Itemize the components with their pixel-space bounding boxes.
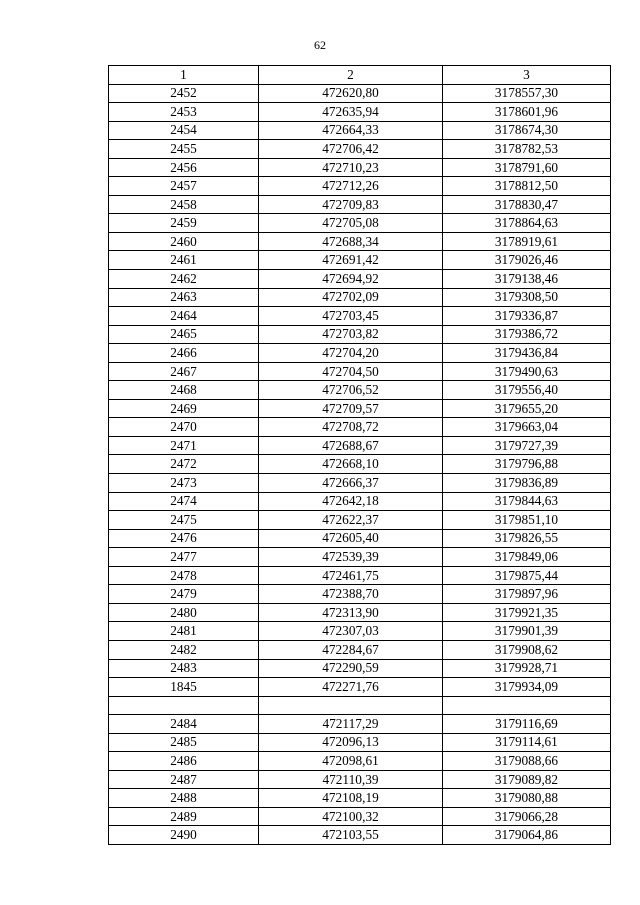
point-number-cell: 2465 [109, 325, 259, 344]
x-coordinate-cell: 472710,23 [259, 158, 443, 177]
point-number-cell: 2457 [109, 177, 259, 196]
table-row [109, 529, 611, 548]
y-coordinate-cell: 3178919,61 [443, 232, 611, 251]
table-row [109, 251, 611, 270]
point-number-cell [109, 696, 259, 715]
y-coordinate-cell: 3179308,50 [443, 288, 611, 307]
table-row [109, 195, 611, 214]
x-coordinate-cell: 472622,37 [259, 511, 443, 530]
y-coordinate-cell: 3179901,39 [443, 622, 611, 641]
table-row [109, 103, 611, 122]
point-number-cell: 1845 [109, 678, 259, 697]
x-coordinate-cell: 472712,26 [259, 177, 443, 196]
table-row [109, 177, 611, 196]
point-number-cell: 2454 [109, 121, 259, 140]
point-number-cell: 2474 [109, 492, 259, 511]
x-coordinate-cell: 472664,33 [259, 121, 443, 140]
table-row [109, 436, 611, 455]
y-coordinate-cell: 3179080,88 [443, 789, 611, 808]
x-coordinate-cell: 472388,70 [259, 585, 443, 604]
x-coordinate-cell: 472100,32 [259, 807, 443, 826]
x-coordinate-cell: 472313,90 [259, 603, 443, 622]
point-number-cell: 2460 [109, 232, 259, 251]
y-coordinate-cell: 3179836,89 [443, 474, 611, 493]
x-coordinate-cell: 472688,67 [259, 436, 443, 455]
table-row [109, 696, 611, 715]
point-number-cell: 2489 [109, 807, 259, 826]
point-number-cell: 2468 [109, 381, 259, 400]
point-number-cell: 2481 [109, 622, 259, 641]
table-row [109, 548, 611, 567]
x-coordinate-cell: 472103,55 [259, 826, 443, 845]
table-row [109, 455, 611, 474]
x-coordinate-cell: 472709,83 [259, 195, 443, 214]
point-number-cell: 2458 [109, 195, 259, 214]
x-coordinate-cell: 472704,50 [259, 362, 443, 381]
y-coordinate-cell: 3179851,10 [443, 511, 611, 530]
table-row [109, 474, 611, 493]
point-number-cell: 2464 [109, 307, 259, 326]
x-coordinate-cell: 472694,92 [259, 270, 443, 289]
y-coordinate-cell: 3179897,96 [443, 585, 611, 604]
x-coordinate-cell: 472461,75 [259, 566, 443, 585]
table-row [109, 622, 611, 641]
x-coordinate-cell: 472539,39 [259, 548, 443, 567]
point-number-cell: 2452 [109, 84, 259, 103]
y-coordinate-cell: 3179116,69 [443, 715, 611, 734]
point-number-cell: 2472 [109, 455, 259, 474]
column-header-1: 1 [109, 66, 259, 85]
table-row [109, 232, 611, 251]
point-number-cell: 2466 [109, 344, 259, 363]
y-coordinate-cell: 3179336,87 [443, 307, 611, 326]
table-row [109, 325, 611, 344]
x-coordinate-cell: 472642,18 [259, 492, 443, 511]
point-number-cell: 2485 [109, 733, 259, 752]
table-row [109, 418, 611, 437]
table-row [109, 158, 611, 177]
x-coordinate-cell: 472704,20 [259, 344, 443, 363]
y-coordinate-cell: 3179064,86 [443, 826, 611, 845]
x-coordinate-cell: 472605,40 [259, 529, 443, 548]
y-coordinate-cell: 3179844,63 [443, 492, 611, 511]
page-number: 62 [314, 38, 326, 52]
table-row [109, 659, 611, 678]
x-coordinate-cell: 472703,45 [259, 307, 443, 326]
point-number-cell: 2455 [109, 140, 259, 159]
x-coordinate-cell: 472691,42 [259, 251, 443, 270]
table-row [109, 270, 611, 289]
point-number-cell: 2478 [109, 566, 259, 585]
table-row [109, 640, 611, 659]
y-coordinate-cell: 3179655,20 [443, 399, 611, 418]
x-coordinate-cell [259, 696, 443, 715]
y-coordinate-cell: 3178601,96 [443, 103, 611, 122]
y-coordinate-cell: 3179849,06 [443, 548, 611, 567]
y-coordinate-cell: 3179490,63 [443, 362, 611, 381]
table-row [109, 344, 611, 363]
x-coordinate-cell: 472117,29 [259, 715, 443, 734]
x-coordinate-cell: 472307,03 [259, 622, 443, 641]
point-number-cell: 2469 [109, 399, 259, 418]
table-row [109, 84, 611, 103]
table-row [109, 492, 611, 511]
x-coordinate-cell: 472708,72 [259, 418, 443, 437]
table-row [109, 121, 611, 140]
x-coordinate-cell: 472284,67 [259, 640, 443, 659]
y-coordinate-cell: 3179934,09 [443, 678, 611, 697]
table-row [109, 770, 611, 789]
y-coordinate-cell: 3179796,88 [443, 455, 611, 474]
x-coordinate-cell: 472290,59 [259, 659, 443, 678]
x-coordinate-cell: 472271,76 [259, 678, 443, 697]
point-number-cell: 2471 [109, 436, 259, 455]
column-header-3: 3 [443, 66, 611, 85]
table-row [109, 511, 611, 530]
x-coordinate-cell: 472706,52 [259, 381, 443, 400]
table-row [109, 715, 611, 734]
y-coordinate-cell: 3179556,40 [443, 381, 611, 400]
point-number-cell: 2482 [109, 640, 259, 659]
y-coordinate-cell: 3178830,47 [443, 195, 611, 214]
point-number-cell: 2476 [109, 529, 259, 548]
point-number-cell: 2477 [109, 548, 259, 567]
y-coordinate-cell: 3179908,62 [443, 640, 611, 659]
point-number-cell: 2490 [109, 826, 259, 845]
x-coordinate-cell: 472709,57 [259, 399, 443, 418]
x-coordinate-cell: 472635,94 [259, 103, 443, 122]
table-row [109, 307, 611, 326]
x-coordinate-cell: 472098,61 [259, 752, 443, 771]
point-number-cell: 2487 [109, 770, 259, 789]
point-number-cell: 2463 [109, 288, 259, 307]
y-coordinate-cell: 3179066,28 [443, 807, 611, 826]
y-coordinate-cell: 3178864,63 [443, 214, 611, 233]
column-header-2: 2 [259, 66, 443, 85]
y-coordinate-cell: 3179663,04 [443, 418, 611, 437]
table-row [109, 826, 611, 845]
x-coordinate-cell: 472668,10 [259, 455, 443, 474]
point-number-cell: 2453 [109, 103, 259, 122]
table-row [109, 381, 611, 400]
table-row [109, 140, 611, 159]
x-coordinate-cell: 472110,39 [259, 770, 443, 789]
y-coordinate-cell: 3179088,66 [443, 752, 611, 771]
y-coordinate-cell: 3179089,82 [443, 770, 611, 789]
table-row [109, 603, 611, 622]
y-coordinate-cell: 3179386,72 [443, 325, 611, 344]
table-row [109, 789, 611, 808]
point-number-cell: 2479 [109, 585, 259, 604]
y-coordinate-cell: 3179114,61 [443, 733, 611, 752]
x-coordinate-cell: 472620,80 [259, 84, 443, 103]
y-coordinate-cell: 3179928,71 [443, 659, 611, 678]
point-number-cell: 2480 [109, 603, 259, 622]
y-coordinate-cell: 3179436,84 [443, 344, 611, 363]
point-number-cell: 2470 [109, 418, 259, 437]
x-coordinate-cell: 472706,42 [259, 140, 443, 159]
y-coordinate-cell: 3178812,50 [443, 177, 611, 196]
table-row [109, 362, 611, 381]
x-coordinate-cell: 472666,37 [259, 474, 443, 493]
table-row [109, 566, 611, 585]
point-number-cell: 2461 [109, 251, 259, 270]
x-coordinate-cell: 472096,13 [259, 733, 443, 752]
point-number-cell: 2488 [109, 789, 259, 808]
point-number-cell: 2456 [109, 158, 259, 177]
point-number-cell: 2475 [109, 511, 259, 530]
x-coordinate-cell: 472108,19 [259, 789, 443, 808]
y-coordinate-cell: 3179826,55 [443, 529, 611, 548]
y-coordinate-cell [443, 696, 611, 715]
y-coordinate-cell: 3178782,53 [443, 140, 611, 159]
y-coordinate-cell: 3178791,60 [443, 158, 611, 177]
x-coordinate-cell: 472705,08 [259, 214, 443, 233]
y-coordinate-cell: 3179921,35 [443, 603, 611, 622]
table-row [109, 214, 611, 233]
y-coordinate-cell: 3179138,46 [443, 270, 611, 289]
table-row [109, 733, 611, 752]
point-number-cell: 2486 [109, 752, 259, 771]
point-number-cell: 2483 [109, 659, 259, 678]
table-row [109, 807, 611, 826]
point-number-cell: 2473 [109, 474, 259, 493]
point-number-cell: 2467 [109, 362, 259, 381]
x-coordinate-cell: 472688,34 [259, 232, 443, 251]
coordinates-table [108, 65, 611, 845]
y-coordinate-cell: 3178557,30 [443, 84, 611, 103]
x-coordinate-cell: 472702,09 [259, 288, 443, 307]
point-number-cell: 2462 [109, 270, 259, 289]
table-row [109, 399, 611, 418]
y-coordinate-cell: 3178674,30 [443, 121, 611, 140]
table-row [109, 752, 611, 771]
point-number-cell: 2459 [109, 214, 259, 233]
y-coordinate-cell: 3179026,46 [443, 251, 611, 270]
point-number-cell: 2484 [109, 715, 259, 734]
table-body [109, 84, 611, 844]
table-header [109, 66, 611, 85]
x-coordinate-cell: 472703,82 [259, 325, 443, 344]
table-row [109, 678, 611, 697]
table-row [109, 585, 611, 604]
y-coordinate-cell: 3179875,44 [443, 566, 611, 585]
table-row [109, 288, 611, 307]
y-coordinate-cell: 3179727,39 [443, 436, 611, 455]
header-row [109, 66, 611, 85]
